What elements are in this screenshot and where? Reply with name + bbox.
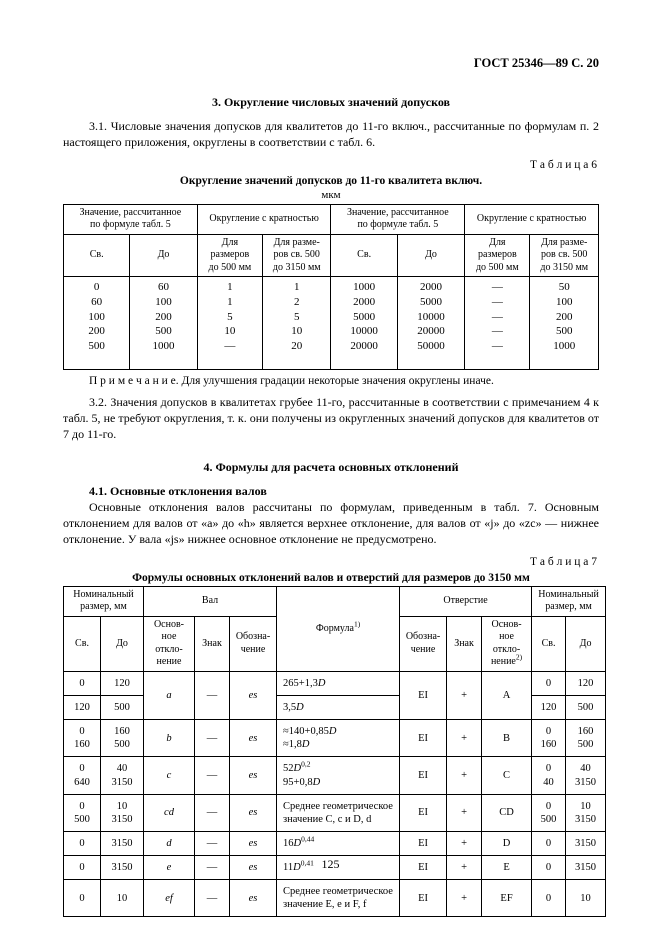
table6-cell: 200 — [530, 310, 599, 325]
table7-cell: EI — [400, 794, 447, 831]
table7-cell: — — [195, 671, 230, 719]
table6-row — [64, 277, 599, 296]
table7-cell: d — [144, 831, 195, 855]
table7-cell: + — [447, 757, 482, 794]
table7-cell: ≈140+0,85D ≈1,8D — [277, 720, 400, 757]
table7-cell: + — [447, 856, 482, 880]
table7-cell: — — [195, 757, 230, 794]
table6-cell: 1 — [197, 295, 262, 310]
table6-header-do: До — [130, 234, 197, 277]
table7-cell: 0 — [64, 880, 101, 917]
table7-cell: es — [230, 856, 277, 880]
table7-title: Формулы основных отклонений валов и отверстий для размеров до 3150 мм — [132, 571, 530, 584]
table6-cell: — — [197, 340, 262, 370]
table7-cell: D — [482, 831, 532, 855]
table7-cell: 0 160 — [532, 720, 566, 757]
table6-cell: 0 — [64, 277, 130, 296]
subsection-4-1-title: 4.1. Основные отклонения валов — [89, 484, 267, 499]
table7-cell: es — [230, 757, 277, 794]
table7-cell: E — [482, 856, 532, 880]
table7-cell: 160 500 — [566, 720, 606, 757]
table7-cell: 0 — [532, 671, 566, 695]
table6-cell: — — [465, 340, 530, 370]
table6-cell: 500 — [130, 325, 197, 340]
table7-cell: 120 — [64, 696, 101, 720]
table7-cell: 0 — [64, 831, 101, 855]
table6-cell: — — [465, 277, 530, 296]
table7-cell: $11D^{0,41}$ — [277, 856, 400, 880]
table6-header-sv: Св. — [331, 234, 397, 277]
table6-cell: 20 — [263, 340, 331, 370]
table7-row — [64, 880, 606, 917]
table7-header-shaft: Вал — [144, 586, 277, 616]
table7-cell: 3,5D — [277, 696, 400, 720]
table6-cell: 60 — [130, 277, 197, 296]
table7-cell: 0 40 — [532, 757, 566, 794]
table7-cell: EI — [400, 856, 447, 880]
table7-row — [64, 671, 606, 695]
table7-cell: 10 — [101, 880, 144, 917]
rounding-values-table — [63, 204, 599, 370]
table7-header-nominal-size: Номинальный размер, мм — [64, 586, 144, 616]
table6-row — [64, 295, 599, 310]
table7-header-sv: Св. — [532, 616, 566, 671]
table6-cell: 1000 — [130, 340, 197, 370]
table6-label: Т а б л и ц а 6 — [529, 158, 597, 171]
table6-header-upto500: Для размеров до 500 мм — [197, 234, 262, 277]
table7-cell: a — [144, 671, 195, 719]
table6-cell: — — [465, 310, 530, 325]
table7-header-designation: Обозна- чение — [400, 616, 447, 671]
table7-header-hole: Отверстие — [400, 586, 532, 616]
table7-cell: — — [195, 831, 230, 855]
table7-cell: Среднее геометрическое значение E, e и F, f — [277, 880, 400, 917]
table6-cell: 100 — [64, 310, 130, 325]
table6-cell: 60 — [64, 295, 130, 310]
table6-cell: 1 — [197, 277, 262, 296]
table7-header-basic-deviation: Основ- ное откло- нение$^{2)}$ — [482, 616, 532, 671]
table6-row — [64, 325, 599, 340]
table6-cell: 1000 — [331, 277, 397, 296]
table6-cell: 100 — [130, 295, 197, 310]
table6-header-over500: Для разме- ров св. 500 до 3150 мм — [263, 234, 331, 277]
table6-unit: мкм — [321, 188, 341, 201]
table7-cell: ef — [144, 880, 195, 917]
table7-cell: EI — [400, 671, 447, 719]
table7-cell: $52D^{0,2}$ 95+0,8D — [277, 757, 400, 794]
table7-cell: + — [447, 671, 482, 719]
table7-cell: 500 — [101, 696, 144, 720]
table7-cell: EI — [400, 880, 447, 917]
page-number: 125 — [321, 857, 340, 871]
table6-row — [64, 310, 599, 325]
table6-header-sv: Св. — [64, 234, 130, 277]
doc-standard-number: ГОСТ 25346—89 С. 20 — [473, 56, 599, 70]
table6-cell: 100 — [530, 295, 599, 310]
paragraph-3-2: 3.2. Значения допусков в квалитетах грубее 11-го, рассчитанные в соответствии с примечанием 4 к табл. 5, не требуют округления, т. к. они получены из округленных значений допусков для квалитетов от 7 до 11-го. — [63, 394, 599, 441]
table7-cell: 3150 — [101, 856, 144, 880]
table6-cell: 50000 — [397, 340, 464, 370]
table6-header-group-row — [64, 204, 599, 234]
table7-cell: es — [230, 831, 277, 855]
table6-header-rounding: Округление с кратностью — [465, 204, 599, 234]
table7-cell: 3150 — [566, 856, 606, 880]
table7-cell: 40 3150 — [566, 757, 606, 794]
table7-cell: EI — [400, 720, 447, 757]
table7-cell: 3150 — [566, 831, 606, 855]
table7-cell: + — [447, 831, 482, 855]
table7-cell: 500 — [566, 696, 606, 720]
table6-cell: 2 — [263, 295, 331, 310]
table7-cell: 265+1,3D — [277, 671, 400, 695]
table7-header-basic-deviation: Основ- ное откло- нение — [144, 616, 195, 671]
table7-cell: 10 3150 — [566, 794, 606, 831]
table7-header-sign: Знак — [447, 616, 482, 671]
table7-cell: — — [195, 880, 230, 917]
table7-cell: — — [195, 794, 230, 831]
paragraph-3-1: 3.1. Числовые значения допусков для квалитетов до 11-го включ., рассчитанные по формулам п. 2 настоящего приложения, округлены в соответствии с табл. 6. — [63, 119, 599, 149]
table7-cell: EF — [482, 880, 532, 917]
table6-row — [64, 340, 599, 370]
table6-cell: 200 — [64, 325, 130, 340]
table7-cell: C — [482, 757, 532, 794]
table7-cell: A — [482, 671, 532, 719]
table6-cell: 5 — [263, 310, 331, 325]
table7-cell: EI — [400, 757, 447, 794]
table7-cell: — — [195, 856, 230, 880]
table7-cell: es — [230, 720, 277, 757]
table6-cell: 10000 — [331, 325, 397, 340]
table7-cell: 0 — [64, 671, 101, 695]
table7-cell: c — [144, 757, 195, 794]
table6-cell: 2000 — [397, 277, 464, 296]
table7-cell: B — [482, 720, 532, 757]
table7-cell: 0 — [532, 856, 566, 880]
table6-cell: 20000 — [331, 340, 397, 370]
table6-header-value-calc: Значение, рассчитанное по формуле табл. 5 — [331, 204, 465, 234]
table7-cell: 3150 — [101, 831, 144, 855]
table6-header-over500: Для разме- ров св. 500 до 3150 мм — [530, 234, 599, 277]
table6-header-rounding: Округление с кратностью — [197, 204, 331, 234]
table7-header-do: До — [566, 616, 606, 671]
table7-cell: 10 3150 — [101, 794, 144, 831]
table6-cell: 5000 — [331, 310, 397, 325]
table7-cell: es — [230, 671, 277, 719]
table7-row — [64, 794, 606, 831]
table7-cell: 120 — [101, 671, 144, 695]
table7-cell: 120 — [566, 671, 606, 695]
table7-header-nominal-size: Номинальный размер, мм — [532, 586, 606, 616]
table7-cell: $16D^{0,44}$ — [277, 831, 400, 855]
table7-row — [64, 720, 606, 757]
table7-cell: cd — [144, 794, 195, 831]
table6-header-value-calc: Значение, рассчитанное по формуле табл. 5 — [64, 204, 198, 234]
table7-cell: + — [447, 880, 482, 917]
table7-cell: 10 — [566, 880, 606, 917]
table6-cell: 1 — [263, 277, 331, 296]
table7-cell: es — [230, 794, 277, 831]
table7-cell: 0 — [532, 880, 566, 917]
table7-cell: 160 500 — [101, 720, 144, 757]
table6-title: Округление значений допусков до 11-го квалитета включ. — [179, 174, 483, 187]
table7-header-sign: Знак — [195, 616, 230, 671]
table7-cell: EI — [400, 831, 447, 855]
table6-cell: 1000 — [530, 340, 599, 370]
table6-header-do: До — [397, 234, 464, 277]
table6-note: П р и м е ч а н и е. Для улучшения градации некоторые значения округлены иначе. — [89, 374, 494, 387]
table6-cell: 50 — [530, 277, 599, 296]
table7-cell: 120 — [532, 696, 566, 720]
table7-header-do: До — [101, 616, 144, 671]
table6-cell: 10000 — [397, 310, 464, 325]
table7-cell: 0 — [532, 831, 566, 855]
table6-cell: 20000 — [397, 325, 464, 340]
section-3-title: 3. Округление числовых значений допусков — [211, 95, 451, 109]
table6-cell: 200 — [130, 310, 197, 325]
table7-row — [64, 757, 606, 794]
table7-header-designation: Обозна- чение — [230, 616, 277, 671]
table6-header-upto500: Для размеров до 500 мм — [465, 234, 530, 277]
table6-cell: 5000 — [397, 295, 464, 310]
section-4-title: 4. Формулы для расчета основных отклонений — [203, 460, 459, 475]
table7-cell: — — [195, 720, 230, 757]
table7-cell: e — [144, 856, 195, 880]
table7-cell: + — [447, 720, 482, 757]
table7-cell: CD — [482, 794, 532, 831]
table6-cell: 2000 — [331, 295, 397, 310]
table6-cell: 5 — [197, 310, 262, 325]
paragraph-4-1: Основные отклонения валов рассчитаны по формулам, приведенным в табл. 7. Основным отклонением для валов от «а» до «h» является верхнее отклонение, для валов от «j» до «zc» — нижнее отклонение. У вала «js» нижнее основное отклонение не предусмотрено. — [63, 500, 599, 547]
table7-cell: 0 160 — [64, 720, 101, 757]
table7-cell: 0 — [64, 856, 101, 880]
table6-cell: 500 — [530, 325, 599, 340]
table7-cell: b — [144, 720, 195, 757]
table6-header-sub-row — [64, 234, 599, 277]
table7-label: Т а б л и ц а 7 — [529, 555, 597, 568]
table7-cell: 40 3150 — [101, 757, 144, 794]
table7-cell: 0 500 — [532, 794, 566, 831]
table7-cell: 0 640 — [64, 757, 101, 794]
table6-cell: 10 — [263, 325, 331, 340]
table7-cell: 0 500 — [64, 794, 101, 831]
table7-cell: Среднее геометрическое значение C, c и D, d — [277, 794, 400, 831]
table6-cell: — — [465, 295, 530, 310]
table7-cell: es — [230, 880, 277, 917]
table6-cell: 10 — [197, 325, 262, 340]
table6-cell: — — [465, 325, 530, 340]
table6-cell: 500 — [64, 340, 130, 370]
table7-header-group-row — [64, 586, 606, 616]
table7-cell: + — [447, 794, 482, 831]
table7-row — [64, 831, 606, 855]
table7-header-formula: Формула$^{1)}$ — [277, 586, 400, 671]
table7-header-sv: Св. — [64, 616, 101, 671]
